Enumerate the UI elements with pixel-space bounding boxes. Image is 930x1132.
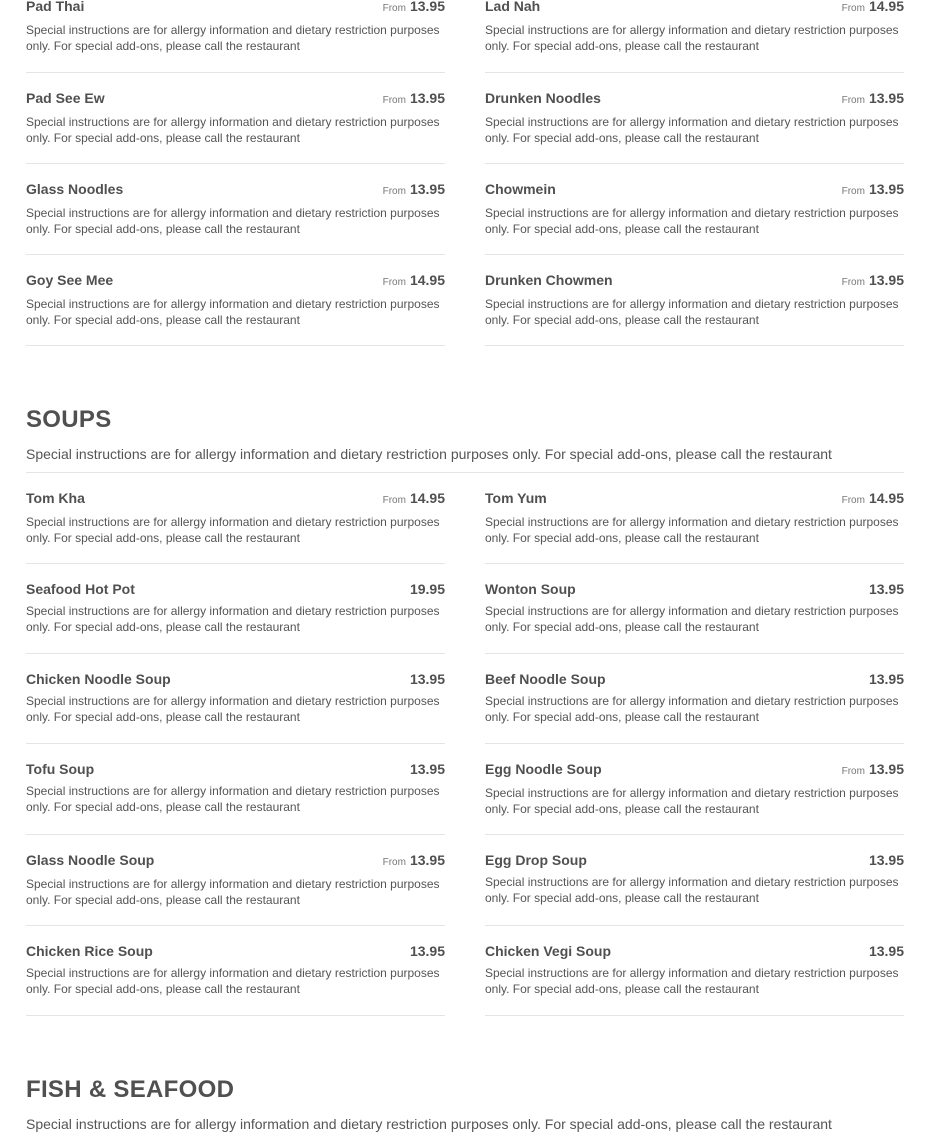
menu-item[interactable] (26, 181, 445, 255)
item-name: Glass Noodles (26, 181, 124, 197)
price-value: 13.95 (868, 943, 904, 959)
price-from-label: From (841, 495, 865, 506)
item-price (865, 852, 904, 868)
item-description: Special instructions are for allergy information and dietary restriction purposes only. For special add-ons, please call the restaurant (26, 604, 440, 634)
item-name: Tofu Soup (26, 761, 95, 777)
item-name: Drunken Noodles (485, 90, 601, 106)
section-description: Special instructions are for allergy information and dietary restriction purposes only. For special add-ons, please call the restaurant (26, 446, 832, 462)
section-title: FISH & SEAFOOD (26, 1076, 235, 1103)
item-description: Special instructions are for allergy information and dietary restriction purposes only. For special add-ons, please call the restaurant (26, 115, 440, 145)
item-price (842, 0, 904, 14)
menu-item[interactable] (485, 0, 904, 73)
price-value: 13.95 (409, 181, 445, 197)
item-price (842, 761, 904, 777)
price-value: 13.95 (409, 671, 445, 687)
price-value: 13.95 (868, 181, 904, 197)
menu-item[interactable] (26, 272, 445, 346)
item-price (406, 671, 445, 687)
price-value: 13.95 (868, 581, 904, 597)
price-value: 13.95 (868, 852, 904, 868)
price-from-label: From (382, 95, 406, 106)
price-value: 13.95 (409, 943, 445, 959)
item-price (406, 943, 445, 959)
price-from-label: From (382, 3, 406, 14)
item-name: Seafood Hot Pot (26, 581, 135, 597)
item-price (383, 490, 445, 506)
item-description: Special instructions are for allergy information and dietary restriction purposes only. For special add-ons, please call the restaurant (26, 23, 440, 53)
item-description: Special instructions are for allergy information and dietary restriction purposes only. For special add-ons, please call the restaurant (485, 206, 899, 236)
item-description: Special instructions are for allergy information and dietary restriction purposes only. For special add-ons, please call the restaurant (485, 23, 899, 53)
item-name: Wonton Soup (485, 581, 576, 597)
soups-section (26, 406, 904, 1016)
menu-item[interactable] (26, 0, 445, 73)
item-price (865, 943, 904, 959)
item-price (383, 272, 445, 288)
menu-item[interactable] (485, 90, 904, 164)
item-price (383, 0, 445, 14)
item-description: Special instructions are for allergy information and dietary restriction purposes only. For special add-ons, please call the restaurant (485, 604, 899, 634)
price-value: 13.95 (409, 852, 445, 868)
item-description: Special instructions are for allergy information and dietary restriction purposes only. For special add-ons, please call the restaurant (485, 115, 899, 145)
menu-item[interactable] (485, 943, 904, 1016)
menu-item[interactable] (26, 90, 445, 164)
item-price (383, 181, 445, 197)
menu-item[interactable] (485, 181, 904, 255)
item-name: Chicken Noodle Soup (26, 671, 171, 687)
item-name: Egg Noodle Soup (485, 761, 602, 777)
price-value: 13.95 (409, 90, 445, 106)
price-value: 13.95 (868, 272, 904, 288)
item-name: Chicken Vegi Soup (485, 943, 612, 959)
item-name: Drunken Chowmen (485, 272, 613, 288)
section-title: SOUPS (26, 406, 112, 433)
menu-item[interactable] (26, 761, 445, 835)
price-from-label: From (382, 857, 406, 868)
item-name: Chicken Rice Soup (26, 943, 153, 959)
item-description: Special instructions are for allergy information and dietary restriction purposes only. For special add-ons, please call the restaurant (26, 694, 440, 724)
item-name: Tom Yum (485, 490, 547, 506)
price-value: 13.95 (868, 90, 904, 106)
menu-item[interactable] (485, 581, 904, 654)
item-description: Special instructions are for allergy information and dietary restriction purposes only. For special add-ons, please call the restaurant (485, 875, 899, 905)
price-from-label: From (841, 95, 865, 106)
menu-item[interactable] (485, 761, 904, 835)
menu-item[interactable] (485, 490, 904, 564)
item-name: Pad See Ew (26, 90, 105, 106)
item-description: Special instructions are for allergy information and dietary restriction purposes only. For special add-ons, please call the restaurant (485, 786, 899, 816)
price-from-label: From (841, 277, 865, 288)
item-price (842, 272, 904, 288)
item-description: Special instructions are for allergy information and dietary restriction purposes only. For special add-ons, please call the restaurant (26, 877, 440, 907)
menu-item[interactable] (26, 671, 445, 744)
item-name: Tom Kha (26, 490, 85, 506)
item-name: Goy See Mee (26, 272, 114, 288)
item-description: Special instructions are for allergy information and dietary restriction purposes only. For special add-ons, please call the restaurant (485, 297, 899, 327)
price-from-label: From (841, 766, 865, 777)
menu-item[interactable] (26, 581, 445, 654)
price-value: 14.95 (409, 272, 445, 288)
item-price (406, 581, 445, 597)
item-name: Chowmein (485, 181, 556, 197)
menu-item[interactable] (26, 943, 445, 1016)
item-price (842, 181, 904, 197)
menu-item[interactable] (26, 852, 445, 926)
item-name: Lad Nah (485, 0, 541, 14)
menu-item[interactable] (26, 490, 445, 564)
item-description: Special instructions are for allergy information and dietary restriction purposes only. For special add-ons, please call the restaurant (26, 206, 440, 236)
item-description: Special instructions are for allergy information and dietary restriction purposes only. For special add-ons, please call the restaurant (26, 966, 440, 996)
menu-item[interactable] (485, 671, 904, 744)
price-value: 13.95 (868, 671, 904, 687)
price-value: 14.95 (409, 490, 445, 506)
menu-page (26, 0, 904, 1132)
item-price (842, 90, 904, 106)
noodles-grid (26, 0, 904, 346)
item-price (383, 90, 445, 106)
price-from-label: From (382, 277, 406, 288)
item-name: Beef Noodle Soup (485, 671, 606, 687)
price-from-label: From (841, 3, 865, 14)
item-price (842, 490, 904, 506)
price-value: 13.95 (409, 0, 445, 14)
seafood-section (26, 1076, 904, 1132)
price-value: 13.95 (868, 761, 904, 777)
price-value: 19.95 (409, 581, 445, 597)
item-price (383, 852, 445, 868)
item-name: Pad Thai (26, 0, 85, 14)
item-description: Special instructions are for allergy information and dietary restriction purposes only. For special add-ons, please call the restaurant (26, 297, 440, 327)
item-description: Special instructions are for allergy information and dietary restriction purposes only. For special add-ons, please call the restaurant (485, 966, 899, 996)
section-divider (26, 472, 904, 473)
item-description: Special instructions are for allergy information and dietary restriction purposes only. For special add-ons, please call the restaurant (26, 515, 440, 545)
price-from-label: From (382, 186, 406, 197)
item-description: Special instructions are for allergy information and dietary restriction purposes only. For special add-ons, please call the restaurant (485, 515, 899, 545)
item-price (865, 581, 904, 597)
price-from-label: From (841, 186, 865, 197)
item-description: Special instructions are for allergy information and dietary restriction purposes only. For special add-ons, please call the restaurant (485, 694, 899, 724)
soups-grid (26, 490, 904, 1016)
section-description: Special instructions are for allergy information and dietary restriction purposes only. For special add-ons, please call the restaurant (26, 1116, 832, 1132)
item-price (865, 671, 904, 687)
price-from-label: From (382, 495, 406, 506)
item-price (406, 761, 445, 777)
price-value: 13.95 (409, 761, 445, 777)
item-name: Egg Drop Soup (485, 852, 587, 868)
item-name: Glass Noodle Soup (26, 852, 155, 868)
menu-item[interactable] (485, 272, 904, 346)
menu-item[interactable] (485, 852, 904, 926)
price-value: 14.95 (868, 490, 904, 506)
item-description: Special instructions are for allergy information and dietary restriction purposes only. For special add-ons, please call the restaurant (26, 784, 440, 814)
price-value: 14.95 (868, 0, 904, 14)
